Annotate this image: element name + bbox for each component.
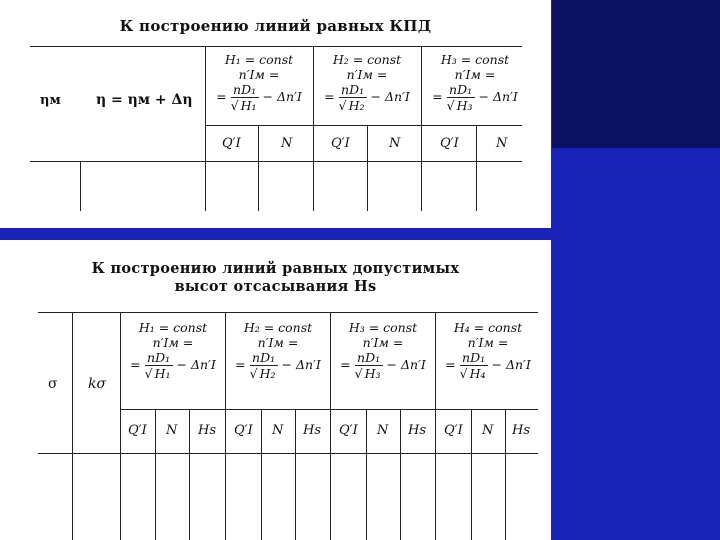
denominator: H₁ [240,98,257,113]
table1-top-rule [30,46,522,47]
table2-g1-q-header: Q′I [128,423,147,438]
denominator: H₂ [259,366,276,381]
table2-col-divider [261,409,262,540]
table2-group1-formula: H₁ = const n′Iм = = $\frac{\text{nD₁}}{\text{√ H₁}}$ − Δn′I [121,320,225,381]
table1-group3-formula: H₃ = const n′Iм = = $\frac{\text{nD₁}}{\text{√ H₃}}$ − Δn′I [423,52,527,113]
table2-g2-n-header: N [272,423,284,438]
slide-corner-blue [552,148,720,540]
table1-group1-formula: H₁ = const n′Iм = = $\frac{\text{nD₁}}{\text{√ H₁}}$ − Δn′I [207,52,311,113]
table1-col-divider [476,125,477,211]
table1-subheader-rule [205,125,522,126]
table2-group3-formula: H₃ = const n′Iм = = $\frac{\text{nD₁}}{\text{√ H₃}}$ − Δn′I [331,320,435,381]
numerator: nD₁ [447,82,475,98]
table2-title-line2: высот отсасывания Hs [174,278,377,295]
numerator: nD₁ [250,350,278,366]
table1-g3-n-header: N [496,136,508,151]
table1-eta-m-header: ηм [40,93,61,108]
numerator: nD₁ [231,82,259,98]
table2-title-line1: К построению линий равных допустимых [91,260,460,277]
head-line: H₁ = const [224,52,294,67]
table1-g2-q-header: Q′I [331,136,350,151]
table2-g3-n-header: N [377,423,389,438]
n-line: n′Iм = [346,67,388,82]
head-line: H₂ = const [243,320,313,335]
table1-header-bottom-rule [30,161,522,162]
table2-sigma-header: σ [48,376,58,392]
tail: − Δn′I [370,89,410,104]
table2-col-divider [505,409,506,540]
tail: − Δn′I [386,357,426,372]
numerator: nD₁ [339,82,367,98]
n-line: n′Iм = [257,335,299,350]
table1-g2-n-header: N [389,136,401,151]
table2-col-divider [471,409,472,540]
suction-height-table-sheet [0,240,551,540]
denominator: H₃ [364,366,381,381]
table2-g2-q-header: Q′I [234,423,253,438]
table2-g1-n-header: N [166,423,178,438]
table1-col-divider [258,125,259,211]
table2-top-rule [38,312,538,313]
table2-col-divider [366,409,367,540]
table2-subheader-rule [120,409,538,410]
table2-g4-hs-header: Hs [512,423,531,438]
denominator: H₂ [348,98,365,113]
table2-col-divider [72,312,73,540]
table2-col-divider [295,409,296,540]
head-line: H₃ = const [348,320,418,335]
n-line: n′Iм = [454,67,496,82]
table2-col-divider [400,409,401,540]
head-line: H₃ = const [440,52,510,67]
table2-g4-q-header: Q′I [444,423,463,438]
tail: − Δn′I [478,89,518,104]
table1-group2-formula: H₂ = const n′Iм = = $\frac{\text{nD₁}}{\text{√ H₂}}$ − Δn′I [315,52,419,113]
numerator: nD₁ [460,350,488,366]
head-line: H₄ = const [453,320,523,335]
table2-g4-n-header: N [482,423,494,438]
n-line: n′Iм = [238,67,280,82]
slide-corner-dark [552,0,720,148]
n-line: n′Iм = [362,335,404,350]
table2-g3-hs-header: Hs [408,423,427,438]
tail: − Δn′I [262,89,302,104]
table1-g1-q-header: Q′I [222,136,241,151]
denominator: H₁ [154,366,171,381]
table2-group4-formula: H₄ = const n′Iм = = $\frac{\text{nD₁}}{\text{√ H₄}}$ − Δn′I [436,320,540,381]
table1-g3-q-header: Q′I [440,136,459,151]
table2-g1-hs-header: Hs [198,423,217,438]
efficiency-table-sheet [0,0,551,228]
n-line: n′Iм = [152,335,194,350]
table1-col-divider [367,125,368,211]
tail: − Δn′I [281,357,321,372]
tail: − Δn′I [176,357,216,372]
table2-g3-q-header: Q′I [339,423,358,438]
denominator: H₄ [469,366,486,381]
table2-group2-formula: H₂ = const n′Iм = = $\frac{\text{nD₁}}{\text{√ H₂}}$ − Δn′I [226,320,330,381]
head-line: H₂ = const [332,52,402,67]
numerator: nD₁ [355,350,383,366]
denominator: H₃ [456,98,473,113]
head-line: H₁ = const [138,320,208,335]
table2-col-divider [155,409,156,540]
table2-col-divider [189,409,190,540]
n-line: n′Iм = [467,335,509,350]
numerator: nD₁ [145,350,173,366]
table1-g1-n-header: N [281,136,293,151]
table1-col-divider [80,161,81,211]
table2-g2-hs-header: Hs [303,423,322,438]
table2-k-sigma-header: kσ [88,376,107,392]
tail: − Δn′I [491,357,531,372]
table1-title: К построению линий равных КПД [119,17,432,35]
table2-header-bottom-rule [38,453,538,454]
table1-eta-formula-header: η = ηм + Δη [96,92,193,108]
